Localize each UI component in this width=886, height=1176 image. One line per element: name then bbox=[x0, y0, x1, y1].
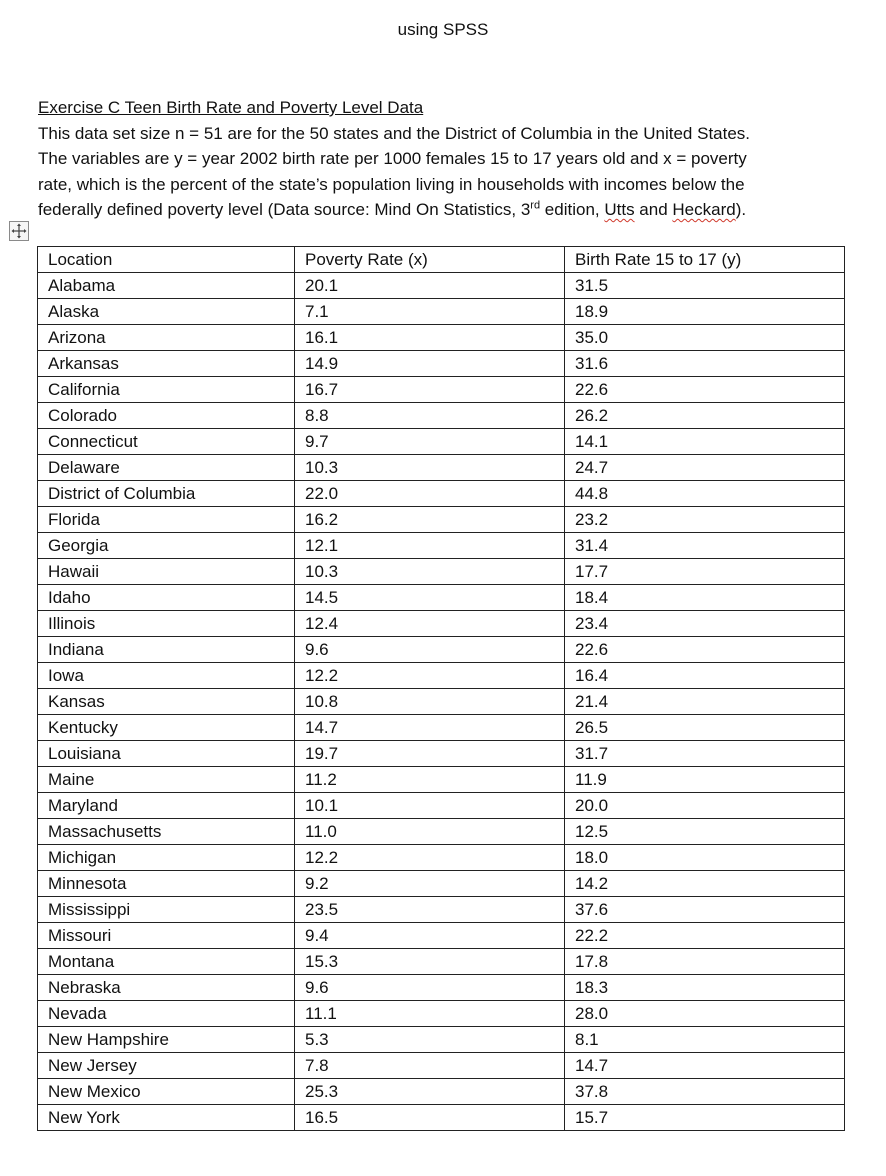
table-row bbox=[38, 949, 845, 975]
cell-poverty-rate[interactable]: 14.9 bbox=[295, 351, 565, 377]
cell-location[interactable]: Iowa bbox=[38, 663, 295, 689]
cell-poverty-rate[interactable]: 7.8 bbox=[295, 1053, 565, 1079]
cell-poverty-rate[interactable]: 10.8 bbox=[295, 689, 565, 715]
table-row bbox=[38, 559, 845, 585]
table-move-handle[interactable] bbox=[9, 221, 29, 241]
table-row bbox=[38, 377, 845, 403]
cell-birth-rate[interactable]: 18.3 bbox=[565, 975, 845, 1001]
header-poverty-rate[interactable]: Poverty Rate (x) bbox=[295, 247, 565, 273]
cell-birth-rate[interactable]: 23.2 bbox=[565, 507, 845, 533]
cell-location[interactable]: Indiana bbox=[38, 637, 295, 663]
description-line-3: rate, which is the percent of the state’s population living in households with incomes below the bbox=[38, 174, 745, 194]
cell-birth-rate[interactable]: 12.5 bbox=[565, 819, 845, 845]
description-line-1: This data set size n = 51 are for the 50 states and the District of Columbia in the United States. bbox=[38, 123, 751, 143]
cell-location[interactable]: Maryland bbox=[38, 793, 295, 819]
cell-birth-rate[interactable]: 11.9 bbox=[565, 767, 845, 793]
cell-location[interactable]: New Hampshire bbox=[38, 1027, 295, 1053]
table-row bbox=[38, 299, 845, 325]
cell-poverty-rate[interactable]: 11.2 bbox=[295, 767, 565, 793]
table-row bbox=[38, 1079, 845, 1105]
cell-birth-rate[interactable]: 31.7 bbox=[565, 741, 845, 767]
cell-location[interactable]: Illinois bbox=[38, 611, 295, 637]
line-4-text-d: ). bbox=[735, 200, 747, 219]
table-row bbox=[38, 507, 845, 533]
cell-poverty-rate[interactable]: 11.1 bbox=[295, 1001, 565, 1027]
table-row bbox=[38, 845, 845, 871]
cell-birth-rate[interactable]: 14.7 bbox=[565, 1053, 845, 1079]
table-row bbox=[38, 871, 845, 897]
cell-birth-rate[interactable]: 17.8 bbox=[565, 949, 845, 975]
cell-location[interactable]: Nebraska bbox=[38, 975, 295, 1001]
cell-poverty-rate[interactable]: 25.3 bbox=[295, 1079, 565, 1105]
cell-poverty-rate[interactable]: 9.4 bbox=[295, 923, 565, 949]
move-icon bbox=[11, 223, 27, 239]
cell-location[interactable]: Kentucky bbox=[38, 715, 295, 741]
cell-birth-rate[interactable]: 31.5 bbox=[565, 273, 845, 299]
table-row bbox=[38, 897, 845, 923]
spellcheck-author-1[interactable]: Utts bbox=[604, 200, 635, 219]
table-row bbox=[38, 637, 845, 663]
cell-birth-rate[interactable]: 18.4 bbox=[565, 585, 845, 611]
table-row bbox=[38, 741, 845, 767]
cell-poverty-rate[interactable]: 16.7 bbox=[295, 377, 565, 403]
description-line-4 bbox=[38, 197, 858, 223]
cell-location[interactable]: Colorado bbox=[38, 403, 295, 429]
cell-location[interactable]: Missouri bbox=[38, 923, 295, 949]
cell-location[interactable]: Delaware bbox=[38, 455, 295, 481]
spellcheck-author-2[interactable]: Heckard bbox=[672, 200, 736, 219]
cell-location[interactable]: New Mexico bbox=[38, 1079, 295, 1105]
description-line-2: The variables are y = year 2002 birth rate per 1000 females 15 to 17 years old and x = poverty bbox=[38, 149, 747, 168]
cell-birth-rate[interactable]: 31.6 bbox=[565, 351, 845, 377]
line-4-text-a: federally defined poverty level (Data source: Mind On Statistics, 3 bbox=[38, 200, 531, 219]
cell-location[interactable]: Nevada bbox=[38, 1001, 295, 1027]
cell-location[interactable]: Massachusetts bbox=[38, 819, 295, 845]
cell-location[interactable]: California bbox=[38, 377, 295, 403]
cell-location[interactable]: District of Columbia bbox=[38, 481, 295, 507]
cell-poverty-rate[interactable]: 10.3 bbox=[295, 559, 565, 585]
table-row bbox=[38, 1105, 845, 1131]
cell-location[interactable]: Maine bbox=[38, 767, 295, 793]
cell-birth-rate[interactable]: 16.4 bbox=[565, 663, 845, 689]
cell-location[interactable]: Louisiana bbox=[38, 741, 295, 767]
table-row bbox=[38, 533, 845, 559]
table-row bbox=[38, 715, 845, 741]
table-row bbox=[38, 325, 845, 351]
header-birth-rate[interactable]: Birth Rate 15 to 17 (y) bbox=[565, 247, 845, 273]
cell-poverty-rate[interactable]: 7.1 bbox=[295, 299, 565, 325]
cell-location[interactable]: Connecticut bbox=[38, 429, 295, 455]
cell-location[interactable]: Florida bbox=[38, 507, 295, 533]
cell-poverty-rate[interactable]: 12.2 bbox=[295, 663, 565, 689]
cell-poverty-rate[interactable]: 11.0 bbox=[295, 819, 565, 845]
data-table bbox=[37, 246, 845, 1131]
table-row bbox=[38, 429, 845, 455]
table-row bbox=[38, 273, 845, 299]
cell-birth-rate[interactable]: 31.4 bbox=[565, 533, 845, 559]
cell-birth-rate[interactable]: 14.1 bbox=[565, 429, 845, 455]
cell-poverty-rate[interactable]: 16.2 bbox=[295, 507, 565, 533]
cell-location[interactable]: New Jersey bbox=[38, 1053, 295, 1079]
cell-birth-rate[interactable]: 28.0 bbox=[565, 1001, 845, 1027]
table-row bbox=[38, 1027, 845, 1053]
cell-birth-rate[interactable]: 23.4 bbox=[565, 611, 845, 637]
cell-poverty-rate[interactable]: 8.8 bbox=[295, 403, 565, 429]
cell-location[interactable]: Alabama bbox=[38, 273, 295, 299]
table-row bbox=[38, 793, 845, 819]
edition-superscript: rd bbox=[530, 199, 541, 212]
cell-location[interactable]: Hawaii bbox=[38, 559, 295, 585]
cell-poverty-rate[interactable]: 20.1 bbox=[295, 273, 565, 299]
cell-birth-rate[interactable]: 8.1 bbox=[565, 1027, 845, 1053]
cell-birth-rate[interactable]: 21.4 bbox=[565, 689, 845, 715]
cell-location[interactable]: Mississippi bbox=[38, 897, 295, 923]
line-4-text-b: edition, bbox=[540, 200, 605, 219]
cell-birth-rate[interactable]: 14.2 bbox=[565, 871, 845, 897]
table-row bbox=[38, 1001, 845, 1027]
cell-birth-rate[interactable]: 22.6 bbox=[565, 377, 845, 403]
cell-birth-rate[interactable]: 35.0 bbox=[565, 325, 845, 351]
table-row bbox=[38, 689, 845, 715]
cell-location[interactable]: Michigan bbox=[38, 845, 295, 871]
cell-birth-rate[interactable]: 22.2 bbox=[565, 923, 845, 949]
cell-location[interactable]: Kansas bbox=[38, 689, 295, 715]
cell-birth-rate[interactable]: 18.0 bbox=[565, 845, 845, 871]
table-row bbox=[38, 403, 845, 429]
cell-birth-rate[interactable]: 18.9 bbox=[565, 299, 845, 325]
cell-poverty-rate[interactable]: 9.6 bbox=[295, 637, 565, 663]
table-row bbox=[38, 663, 845, 689]
exercise-heading: Exercise C Teen Birth Rate and Poverty Level Data bbox=[38, 98, 424, 117]
cell-location[interactable]: Alaska bbox=[38, 299, 295, 325]
cell-birth-rate[interactable]: 22.6 bbox=[565, 637, 845, 663]
table-row bbox=[38, 611, 845, 637]
cell-birth-rate[interactable]: 17.7 bbox=[565, 559, 845, 585]
cell-poverty-rate[interactable]: 10.1 bbox=[295, 793, 565, 819]
cell-poverty-rate[interactable]: 15.3 bbox=[295, 949, 565, 975]
table-body bbox=[38, 247, 845, 1131]
table-row bbox=[38, 923, 845, 949]
cell-location[interactable]: Arkansas bbox=[38, 351, 295, 377]
cell-birth-rate[interactable]: 26.2 bbox=[565, 403, 845, 429]
table-header-row bbox=[38, 247, 845, 273]
document-title: using SPSS bbox=[397, 20, 489, 39]
cell-birth-rate[interactable]: 44.8 bbox=[565, 481, 845, 507]
cell-birth-rate[interactable]: 37.6 bbox=[565, 897, 845, 923]
cell-location[interactable]: Arizona bbox=[38, 325, 295, 351]
cell-poverty-rate[interactable]: 14.5 bbox=[295, 585, 565, 611]
cell-poverty-rate[interactable]: 23.5 bbox=[295, 897, 565, 923]
cell-location[interactable]: Montana bbox=[38, 949, 295, 975]
cell-poverty-rate[interactable]: 14.7 bbox=[295, 715, 565, 741]
cell-location[interactable]: Georgia bbox=[38, 533, 295, 559]
cell-location[interactable]: Minnesota bbox=[38, 871, 295, 897]
cell-poverty-rate[interactable]: 9.6 bbox=[295, 975, 565, 1001]
table-row bbox=[38, 455, 845, 481]
cell-birth-rate[interactable]: 20.0 bbox=[565, 793, 845, 819]
table-row bbox=[38, 351, 845, 377]
cell-poverty-rate[interactable]: 9.7 bbox=[295, 429, 565, 455]
cell-poverty-rate[interactable]: 19.7 bbox=[295, 741, 565, 767]
cell-poverty-rate[interactable]: 16.5 bbox=[295, 1105, 565, 1131]
table-row bbox=[38, 975, 845, 1001]
cell-birth-rate[interactable]: 24.7 bbox=[565, 455, 845, 481]
cell-poverty-rate[interactable]: 5.3 bbox=[295, 1027, 565, 1053]
cell-poverty-rate[interactable]: 12.1 bbox=[295, 533, 565, 559]
cell-poverty-rate[interactable]: 22.0 bbox=[295, 481, 565, 507]
cell-birth-rate[interactable]: 37.8 bbox=[565, 1079, 845, 1105]
cell-birth-rate[interactable]: 15.7 bbox=[565, 1105, 845, 1131]
cell-poverty-rate[interactable]: 10.3 bbox=[295, 455, 565, 481]
table-row bbox=[38, 481, 845, 507]
cell-poverty-rate[interactable]: 12.4 bbox=[295, 611, 565, 637]
cell-location[interactable]: Idaho bbox=[38, 585, 295, 611]
cell-location[interactable]: New York bbox=[38, 1105, 295, 1131]
cell-poverty-rate[interactable]: 12.2 bbox=[295, 845, 565, 871]
table-row bbox=[38, 767, 845, 793]
table-row bbox=[38, 585, 845, 611]
line-4-text-c: and bbox=[634, 200, 673, 219]
cell-poverty-rate[interactable]: 16.1 bbox=[295, 325, 565, 351]
table-row bbox=[38, 819, 845, 845]
header-location[interactable]: Location bbox=[38, 247, 295, 273]
cell-birth-rate[interactable]: 26.5 bbox=[565, 715, 845, 741]
exercise-description bbox=[38, 95, 858, 223]
table-row bbox=[38, 1053, 845, 1079]
cell-poverty-rate[interactable]: 9.2 bbox=[295, 871, 565, 897]
